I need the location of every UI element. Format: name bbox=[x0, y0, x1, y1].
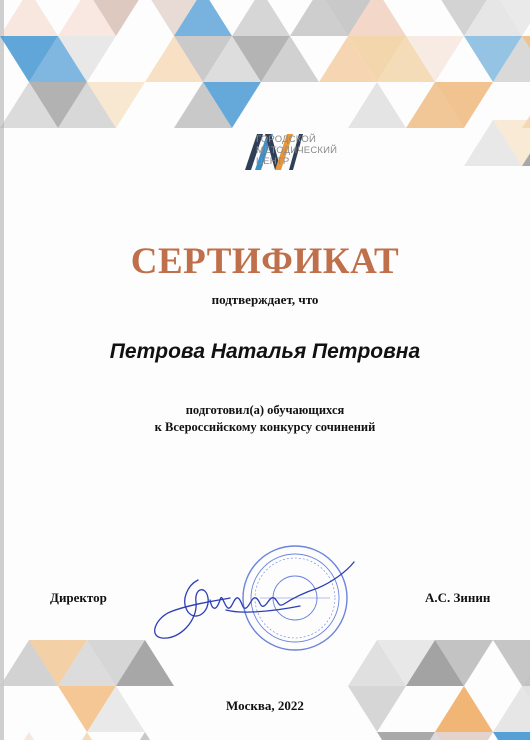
decorative-triangle bbox=[0, 0, 58, 36]
decorative-triangle bbox=[435, 732, 493, 740]
director-label: Директор bbox=[50, 590, 107, 605]
logo-text bbox=[256, 134, 376, 167]
decorative-triangle bbox=[493, 732, 530, 740]
decorative-triangle bbox=[493, 640, 530, 686]
director-name: А.С. Зинин bbox=[425, 590, 491, 605]
certificate-subtitle: подтверждает, что bbox=[211, 292, 319, 307]
decorative-triangle bbox=[232, 0, 290, 36]
city-year: Москва, 2022 bbox=[226, 698, 304, 713]
seal-and-signature-icon bbox=[150, 540, 370, 660]
decorative-triangle bbox=[58, 732, 116, 740]
recipient-name: Петрова Наталья Петровна bbox=[109, 340, 421, 363]
certificate-text-line-1: подготовил(а) обучающихся bbox=[185, 403, 345, 417]
certificate-text-line-2: к Всероссийскому конкурсу сочинений bbox=[154, 420, 376, 434]
decorative-triangle bbox=[377, 732, 435, 740]
certificate-title: СЕРТИФИКАТ bbox=[130, 241, 400, 282]
decorative-triangle bbox=[0, 732, 58, 740]
logo-line-3: ЦЕНТР bbox=[256, 156, 290, 167]
decorative-triangle bbox=[116, 732, 174, 740]
logo-line-1: ГОРОДСКОЙ bbox=[256, 134, 317, 145]
logo-line-2: МЕТОДИЧЕСКИЙ bbox=[256, 145, 338, 156]
decorative-triangle bbox=[348, 82, 406, 128]
